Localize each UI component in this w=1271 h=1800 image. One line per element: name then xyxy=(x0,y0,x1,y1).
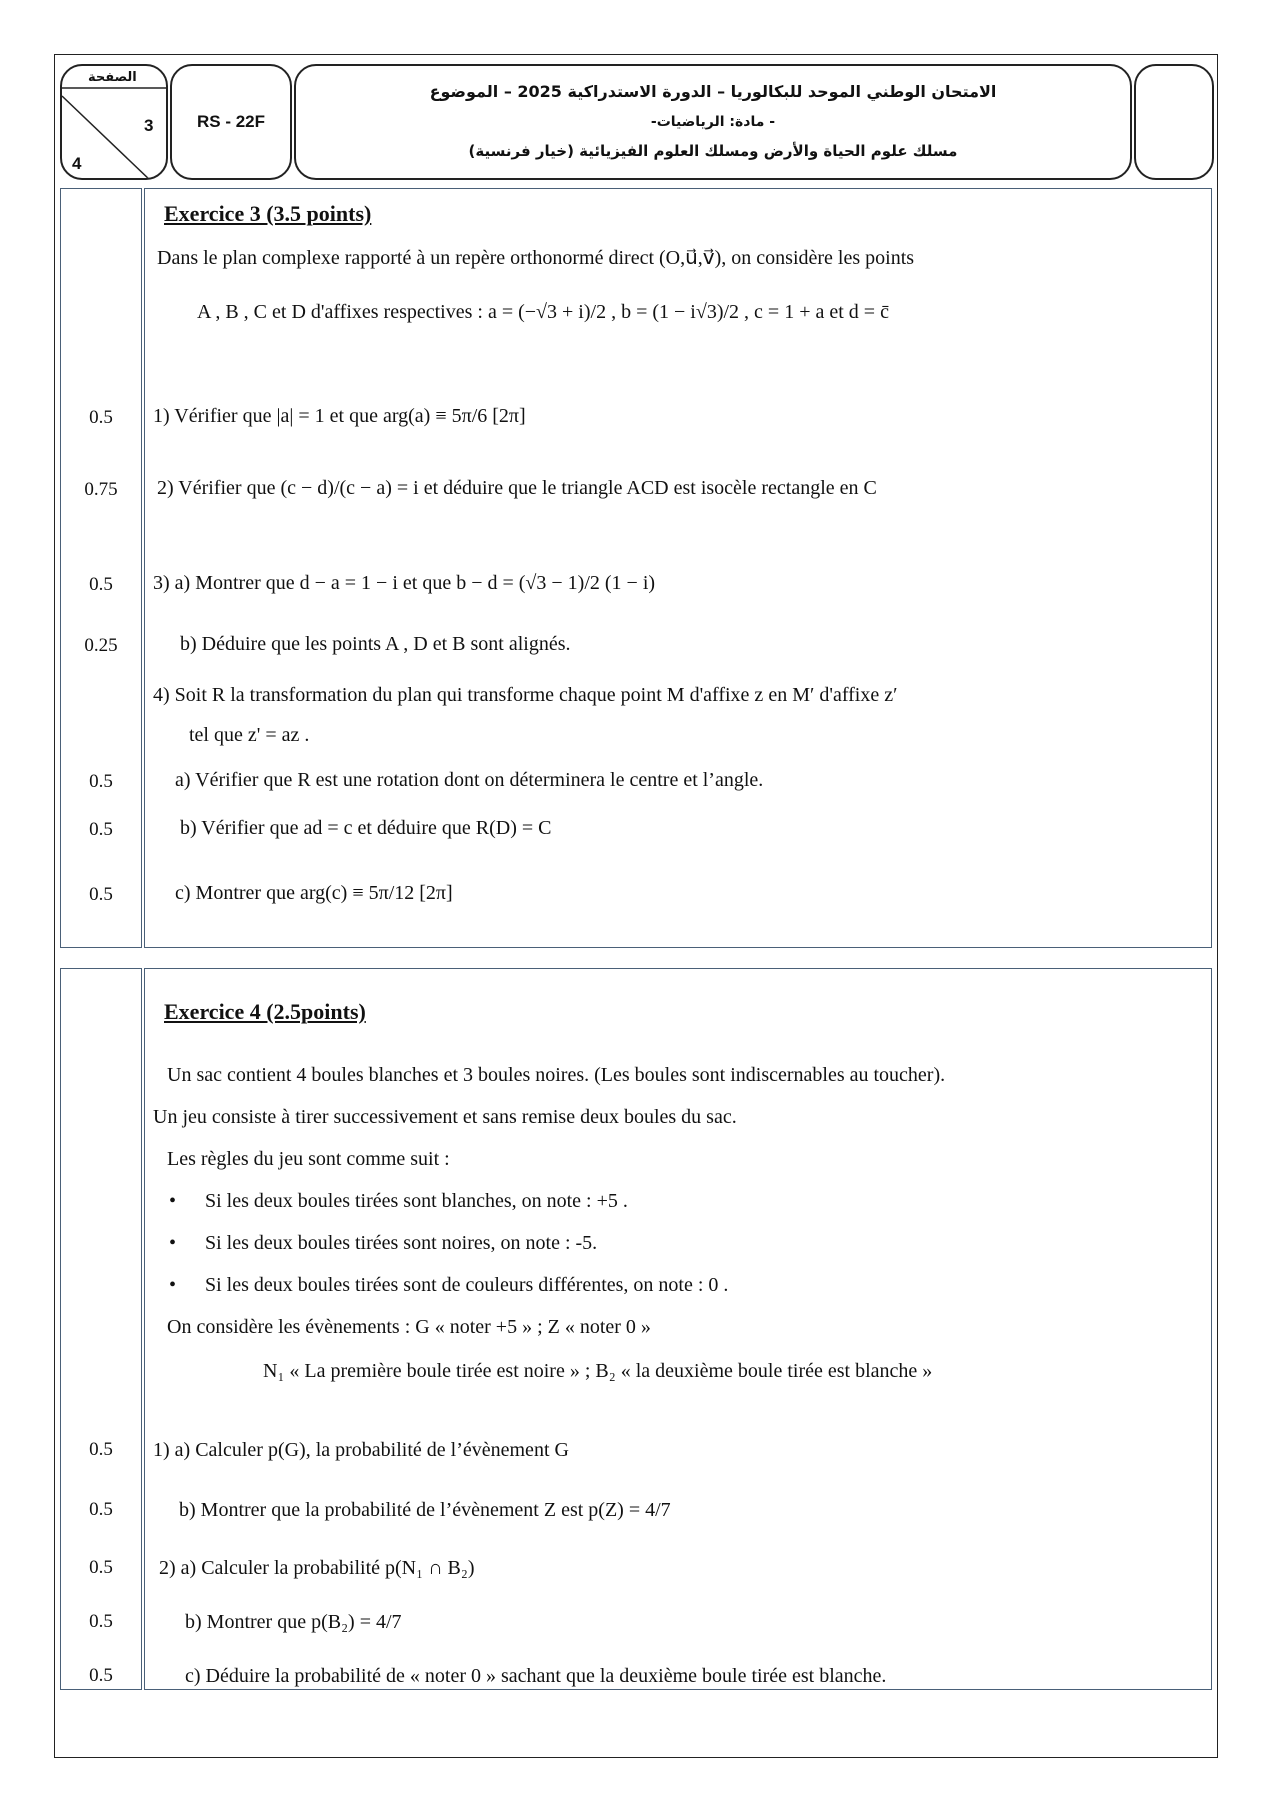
ex4-question-2b: b) Montrer que p(B₂) = 4/7 xyxy=(185,1611,402,1633)
ex3-score-q3b: 0.25 xyxy=(84,635,118,656)
ex3-question-4c: c) Montrer que arg(c) ≡ 5π/12 [2π] xyxy=(175,882,453,904)
ex4-score-q2b: 0.5 xyxy=(89,1611,113,1632)
ex3-question-3a: 3) a) Montrer que d − a = 1 − i et que b − d = (√3 − 1)/2 (1 − i) xyxy=(153,572,656,594)
ex4-question-1a: 1) a) Calculer p(G), la probabilité de l’évènement G xyxy=(153,1439,569,1461)
ex3-question-4a: a) Vérifier que R est une rotation dont on déterminera le centre et l’angle. xyxy=(175,769,764,791)
ex4-score-q2a: 0.5 xyxy=(89,1557,113,1578)
ex4-rule-3: Si les deux boules tirées sont de couleurs différentes, on note : 0 . xyxy=(205,1274,729,1296)
bullet-icon: • xyxy=(169,1232,177,1254)
exam-title-line3: مسلك علوم الحياة والأرض ومسلك العلوم الفيزيائية (خيار فرنسية) xyxy=(468,142,958,160)
ex4-points-column xyxy=(60,968,142,1690)
exam-title-box xyxy=(294,64,1132,180)
exam-title-line1: الامتحان الوطني الموحد للبكالوريا – الدورة الاستدراكية 2025 – الموضوع xyxy=(429,82,997,101)
exam-code: RS - 22F xyxy=(170,64,292,180)
page-number: 3 xyxy=(144,116,154,135)
ex3-question-2: 2) Vérifier que (c − d)/(c − a) = i et déduire que le triangle ACD est isocèle rectangle en C xyxy=(157,477,877,499)
page-number-box xyxy=(60,64,168,180)
ex4-score-q1a: 0.5 xyxy=(89,1439,113,1460)
ex3-score-q4b: 0.5 xyxy=(89,819,113,840)
exercise4-section xyxy=(144,968,1212,1690)
ex3-score-q3a: 0.5 xyxy=(89,574,113,595)
ex3-score-q1: 0.5 xyxy=(89,407,113,428)
bullet-icon: • xyxy=(169,1274,177,1296)
ex4-question-2a: 2) a) Calculer la probabilité p(N₁ ∩ B₂) xyxy=(159,1557,475,1579)
ex4-paragraph-1: Un sac contient 4 boules blanches et 3 boules noires. (Les boules sont indiscernables au toucher). xyxy=(167,1064,946,1086)
ex3-question-4b: b) Vérifier que ad = c et déduire que R(D) = C xyxy=(180,817,552,839)
exercise3-title: Exercice 3 (3.5 points) xyxy=(164,201,372,226)
page-total: 4 xyxy=(72,154,82,173)
ex3-intro: Dans le plan complexe rapporté à un repère orthonormé direct (O,u⃗,v⃗), on considère les points xyxy=(157,247,915,269)
ex4-question-1b: b) Montrer que la probabilité de l’évènement Z est p(Z) = 4/7 xyxy=(179,1499,671,1521)
ex4-rule-1: Si les deux boules tirées sont blanches, on note : +5 . xyxy=(205,1190,628,1212)
ex4-events-line-1: On considère les évènements : G « noter +5 » ; Z « noter 0 » xyxy=(167,1316,651,1338)
blank-box xyxy=(1134,64,1214,180)
bullet-icon: • xyxy=(169,1190,177,1212)
ex4-rule-2: Si les deux boules tirées sont noires, on note : -5. xyxy=(205,1232,598,1254)
ex4-paragraph-2: Un jeu consiste à tirer successivement et sans remise deux boules du sac. xyxy=(153,1106,737,1128)
ex3-score-q4a: 0.5 xyxy=(89,771,113,792)
ex4-events-line-2: N₁ « La première boule tirée est noire » ; B₂ « la deuxième boule tirée est blanche » xyxy=(263,1360,933,1382)
ex3-question-4: 4) Soit R la transformation du plan qui transforme chaque point M d'affixe z en M′ d'affixe z′ xyxy=(153,684,898,706)
exercise3-section xyxy=(144,188,1212,948)
page-label: الصفحة xyxy=(88,70,137,85)
ex3-question-4-continued: tel que z' = az . xyxy=(189,724,310,746)
ex4-score-q1b: 0.5 xyxy=(89,1499,113,1520)
ex3-score-q4c: 0.5 xyxy=(89,884,113,905)
ex4-question-2c: c) Déduire la probabilité de « noter 0 » sachant que la deuxième boule tirée est blanche. xyxy=(185,1665,887,1687)
ex4-paragraph-3: Les règles du jeu sont comme suit : xyxy=(167,1148,450,1170)
ex3-score-q2: 0.75 xyxy=(84,479,118,500)
exam-title-line2: - مادة: الرياضيات- xyxy=(650,114,776,130)
exercise4-title: Exercice 4 (2.5points) xyxy=(164,999,366,1024)
ex3-points-column xyxy=(60,188,142,948)
ex3-question-3b: b) Déduire que les points A , D et B sont alignés. xyxy=(180,633,571,655)
ex4-score-q2c: 0.5 xyxy=(89,1665,113,1686)
ex3-points-definition: A , B , C et D d'affixes respectives : a = (−√3 + i)/2 , b = (1 − i√3)/2 , c = 1 + a et d = c̄ xyxy=(197,301,889,323)
ex3-question-1: 1) Vérifier que |a| = 1 et que arg(a) ≡ 5π/6 [2π] xyxy=(153,405,526,427)
